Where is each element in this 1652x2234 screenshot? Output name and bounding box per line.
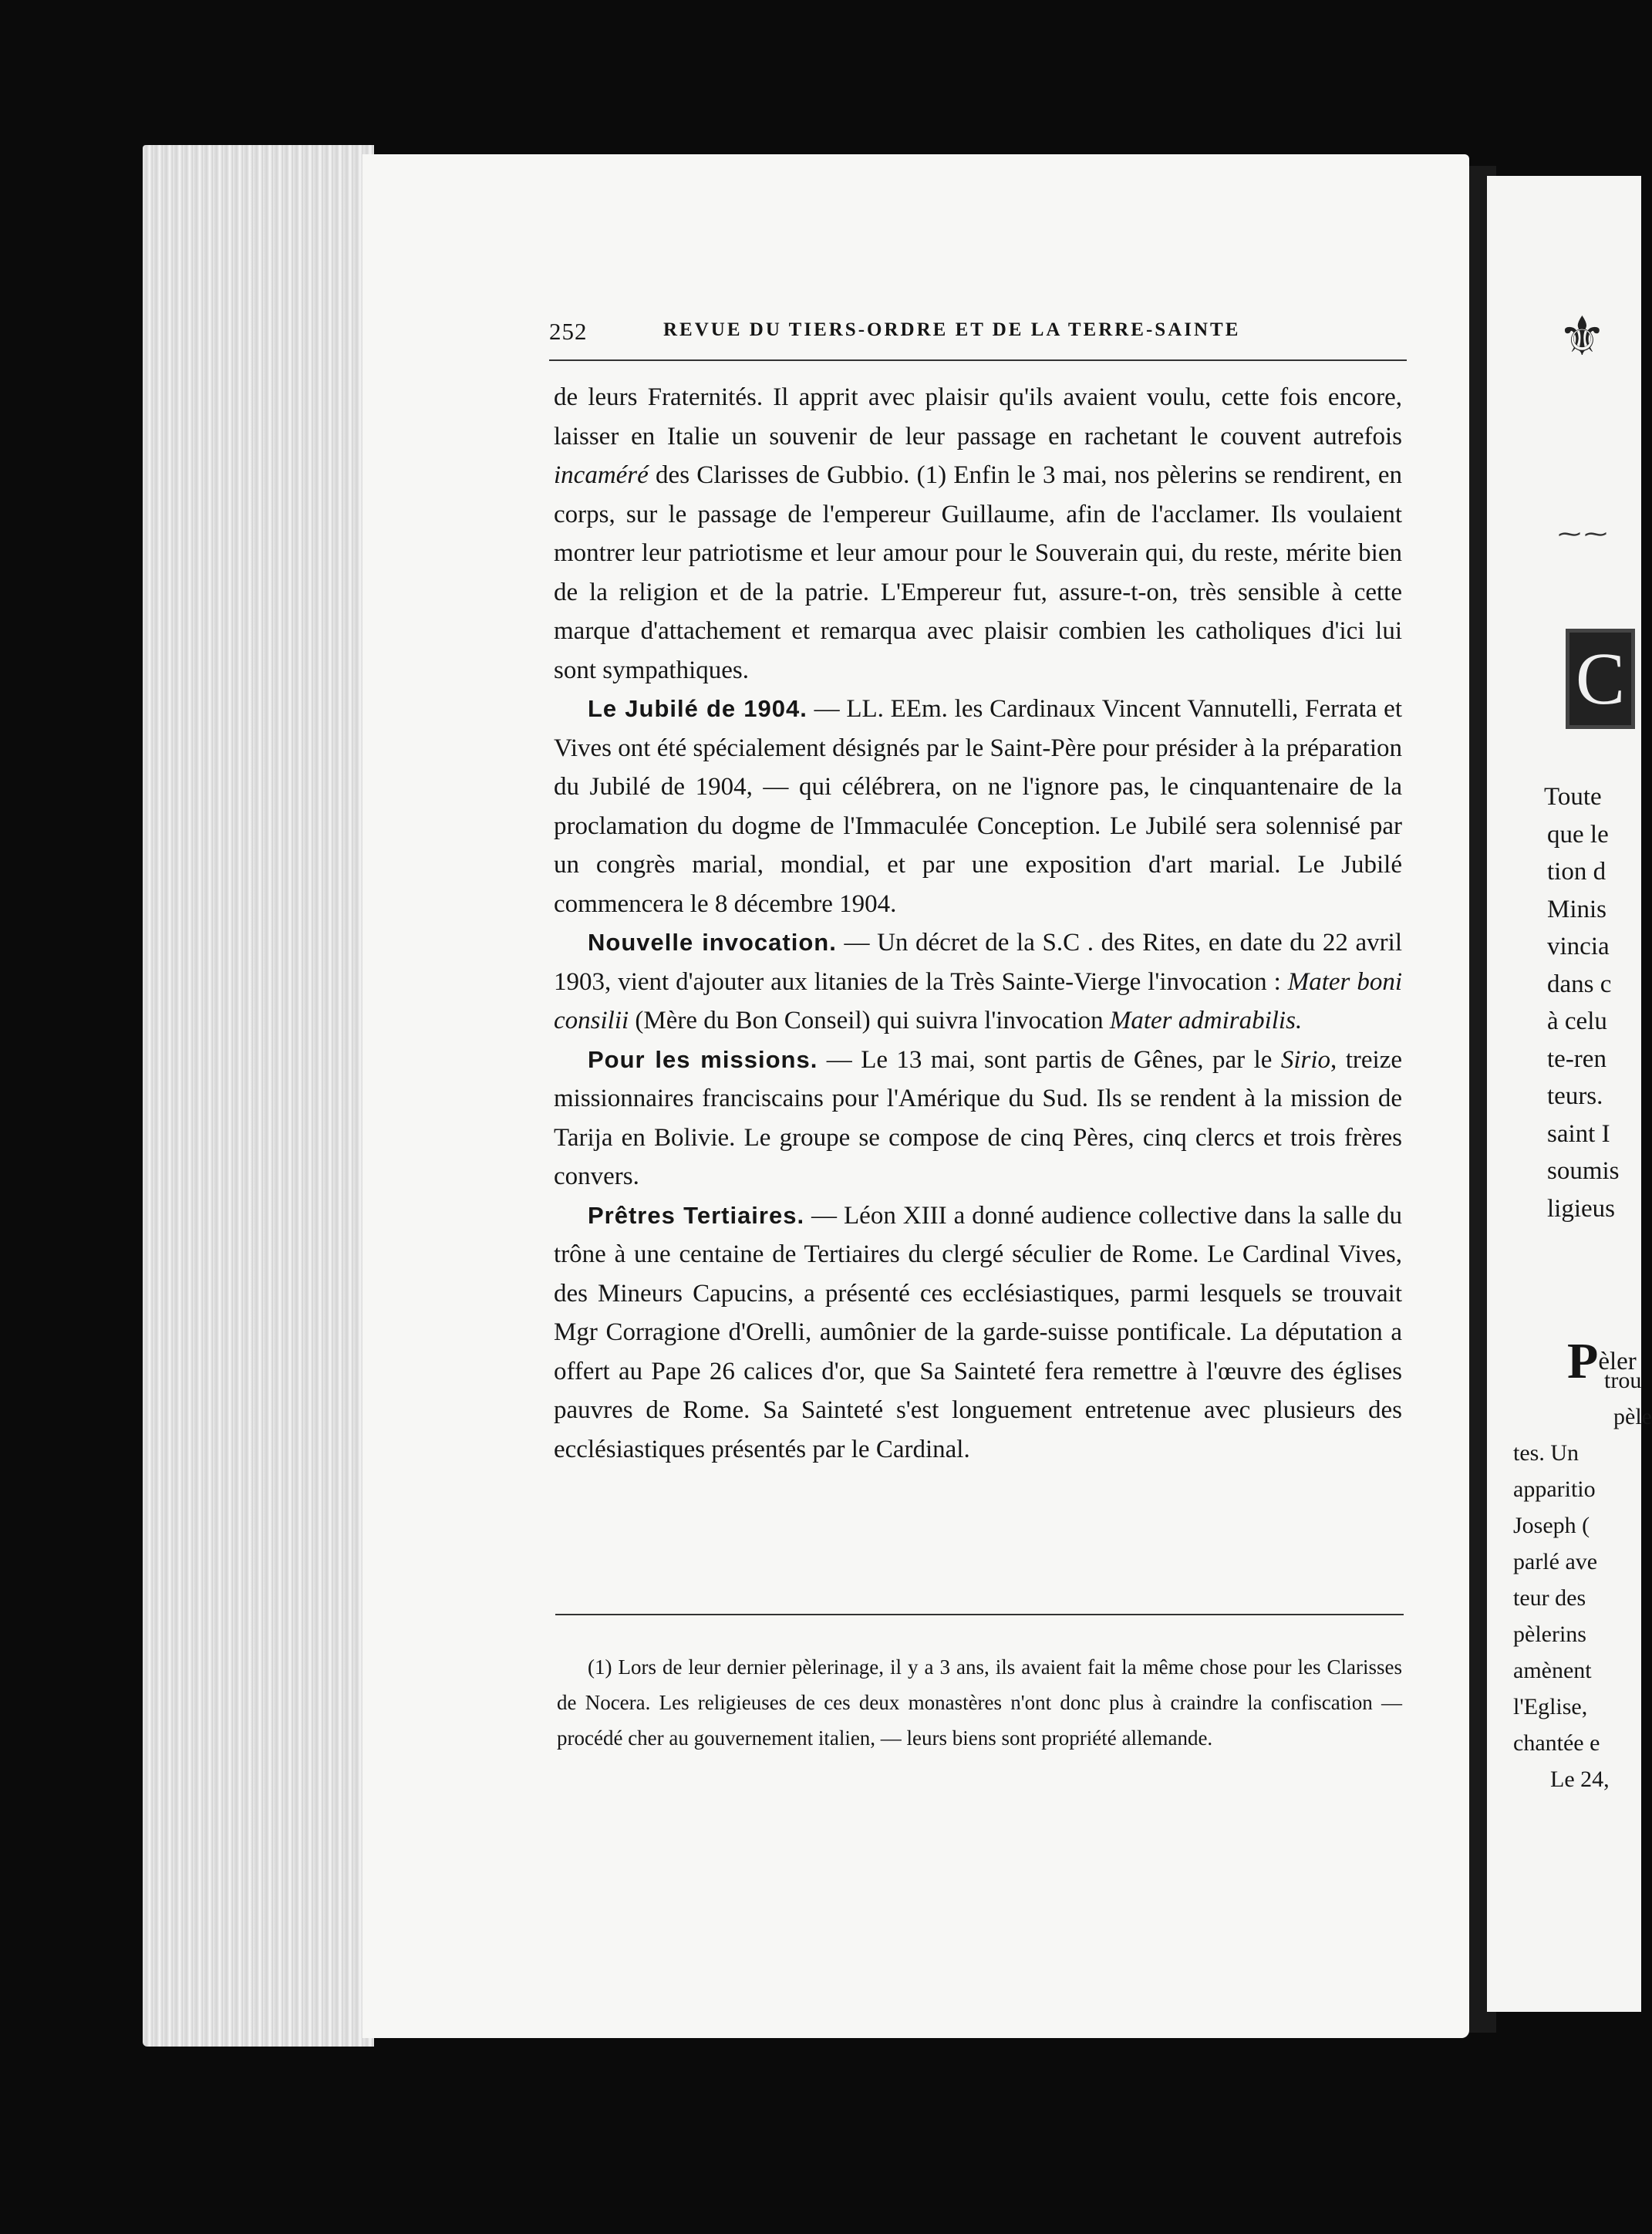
paragraph-tertiaires: Prêtres Tertiaires. — Léon XIII a donné audience collective dans la salle du trône à une centaine de Tertiaires du clergé séculier de Rome. Le Cardinal Vives, des Mineurs Capucins, a présenté ces ecclésiastiques, parmi lesquels se trouvait Mgr Corragione d'Orelli, aumônier de la garde-suisse pontificale. La députation a offert au Pape 26 calices d'or, que Sa Sainteté fera remettre à l'œuvre des églises pauvres de Rome. Sa Sainteté s'est longuement entretenue avec plusieurs des ecclésiastiques présentés par le Cardinal.: [554, 1201, 1402, 1463]
right-page-line: pèle: [1613, 1404, 1652, 1429]
right-page-line: te-ren: [1547, 1044, 1606, 1073]
right-page-line: teur des: [1513, 1585, 1586, 1611]
right-page-line: pèlerins: [1513, 1622, 1586, 1647]
right-page-line: trou: [1604, 1368, 1642, 1393]
right-page-line: vincia: [1547, 933, 1610, 960]
right-page-line: saint I: [1547, 1119, 1610, 1148]
right-page-line: tes. Un: [1513, 1440, 1579, 1466]
right-page-line: tion d: [1547, 858, 1606, 886]
right-page-line: teurs.: [1547, 1082, 1603, 1110]
footnote: [557, 1649, 1402, 1756]
ornament-icon: ⚜: [1558, 308, 1606, 367]
right-page-line: ligieus: [1547, 1194, 1615, 1223]
section-heading: Prêtres Tertiaires.: [588, 1201, 805, 1229]
right-page-line: chantée e: [1513, 1730, 1600, 1756]
drop-cap-p: $P^{èler}$: [1567, 1333, 1637, 1389]
right-page-line: Le 24,: [1550, 1767, 1610, 1792]
right-page-line: que le: [1547, 820, 1609, 849]
right-page-line: amènent: [1513, 1658, 1592, 1683]
footnote-text: (1) Lors de leur dernier pèlerinage, il y a 3 ans, ils avaient fait la même chose pour les Clarisses de Nocera. Les religieuses de ces deux monastères n'ont donc plus à craindre la confiscation — procédé cher au gouvernement italien, — leurs biens sont propriété allemande.: [557, 1655, 1402, 1750]
right-page-line: Minis: [1547, 895, 1607, 923]
ornamental-rule: ⁓⁓: [1558, 521, 1610, 547]
page-header: [549, 316, 1405, 353]
right-page-line: apparitio: [1513, 1476, 1596, 1502]
right-page-line: l'Eglise,: [1513, 1694, 1588, 1719]
section-heading: Nouvelle invocation.: [588, 929, 837, 956]
page-edges: [143, 145, 374, 2047]
right-page-line: soumis: [1547, 1157, 1620, 1185]
footnote-rule: [555, 1614, 1404, 1615]
right-page-line: parlé ave: [1513, 1549, 1598, 1574]
paragraph-invocation: Nouvelle invocation. — Un décret de la S.C . des Rites, en date du 22 avril 1903, vient d'ajouter aux litanies de la Très Sainte-Vierge l'invocation : Mater boni consilii (Mère du Bon Conseil) qui suivra l'invocation Mater admirabilis.: [554, 929, 1402, 1034]
right-page-line: Joseph (: [1513, 1513, 1590, 1538]
right-page-line: à celu: [1547, 1007, 1607, 1035]
paragraph-1: de leurs Fraternités. Il apprit avec plaisir qu'ils avaient voulu, cette fois encore, laisser en Italie un souvenir de leur passage en rachetant le couvent autrefois incaméré des Clarisses de Gubbio. (1) Enfin le 3 mai, nos pèlerins se rendirent, en corps, sur le passage de l'empereur Guillaume, afin de l'acclamer. Ils voulaient montrer leur patriotisme et leur amour pour le Souverain qui, du reste, mérite bien de la religion et de la patrie. L'Empereur fut, assure-t-on, très sensible à cette marque d'attachement et remarqua avec plaisir combien les catholiques d'ici lui sont sympathiques.: [554, 383, 1402, 684]
header-rule: [549, 359, 1407, 361]
drop-cap: C: [1566, 629, 1635, 729]
body-text: [554, 378, 1402, 1469]
right-page-line: dans c: [1547, 970, 1612, 998]
right-page-line: Toute: [1544, 783, 1602, 811]
paragraph-missions: Pour les missions. — Le 13 mai, sont partis de Gênes, par le Sirio, treize missionnaires franciscains pour l'Amérique du Sud. Ils se rendent à la mission de Tarija en Bolivie. Le groupe se compose de cinq Pères, cinq clercs et trois frères convers.: [554, 1045, 1402, 1190]
paragraph-jubile: Le Jubilé de 1904. — LL. EEm. les Cardinaux Vincent Vannutelli, Ferrata et Vives ont été spécialement désignés par le Saint-Père pour présider à la préparation du Jubilé de 1904, — qui célébrera, on ne l'ignore pas, le cinquantenaire de la proclamation du dogme de l'Immaculée Conception. Le Jubilé sera solennisé par un congrès marial, mondial, et par une exposition d'art marial. Le Jubilé commencera le 8 décembre 1904.: [554, 695, 1402, 918]
section-heading: Pour les missions.: [588, 1045, 818, 1073]
running-title: REVUE DU TIERS-ORDRE ET DE LA TERRE-SAINTE: [663, 319, 1241, 340]
section-heading: Le Jubilé de 1904.: [588, 695, 807, 722]
page-number: 252: [549, 318, 588, 345]
